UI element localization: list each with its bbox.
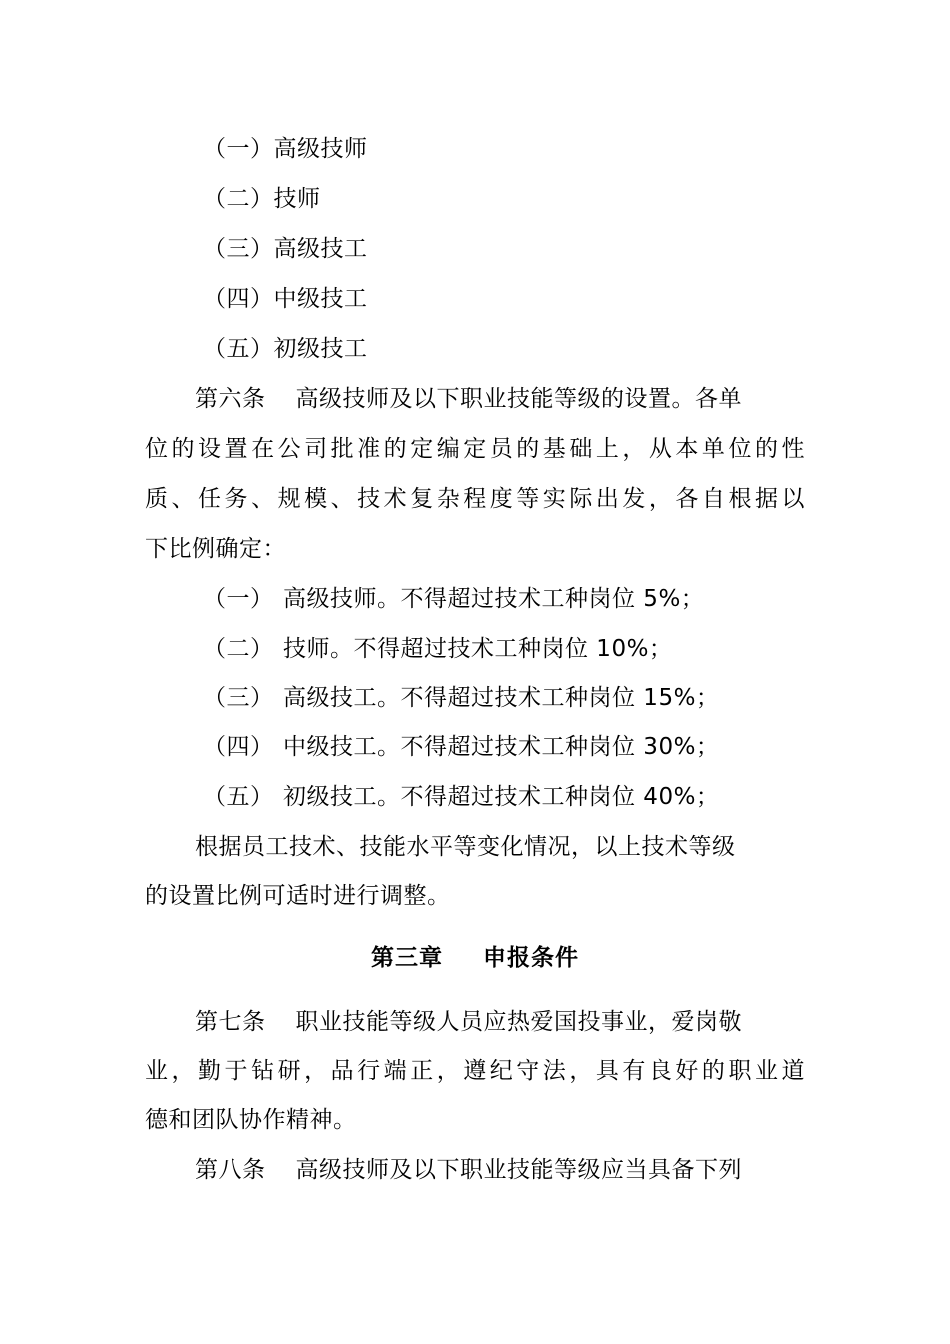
ratio-item-3-text: 高级技工。不得超过技术工种岗位 15%； bbox=[283, 685, 720, 711]
article-7-label: 第七条 bbox=[195, 1009, 266, 1035]
adjust-line-2: 的设置比例可适时进行调整。 bbox=[145, 883, 451, 909]
ratio-item-4 bbox=[203, 732, 719, 762]
ratio-item-1-text: 高级技师。不得超过技术工种岗位 5%； bbox=[283, 586, 705, 612]
ratio-item-3 bbox=[203, 683, 719, 713]
ratio-item-2-text: 技师。不得超过技术工种岗位 10%； bbox=[283, 636, 673, 662]
ratio-item-3-number: （三） bbox=[203, 685, 274, 711]
ratio-item-2-number: （二） bbox=[203, 636, 274, 662]
adjust-line-1: 根据员工技术、技能水平等变化情况，以上技术等级 bbox=[195, 834, 736, 860]
ratio-item-4-number: （四） bbox=[203, 734, 274, 760]
level-item-2: （二）技师 bbox=[203, 186, 321, 212]
article-8-line-1 bbox=[195, 1155, 742, 1185]
level-item-1: （一）高级技师 bbox=[203, 136, 368, 162]
article-8-label: 第八条 bbox=[195, 1157, 266, 1183]
article-7-line-1 bbox=[195, 1007, 742, 1037]
article-7-line-2: 业，勤于钻研，品行端正，遵纪守法，具有良好的职业道 bbox=[145, 1058, 805, 1084]
chapter-3-number: 第三章 bbox=[371, 945, 443, 971]
article-6-line-2: 位的设置在公司批准的定编定员的基础上，从本单位的性 bbox=[145, 436, 805, 462]
article-7-text-1: 职业技能等级人员应热爱国投事业，爱岗敬 bbox=[295, 1009, 742, 1035]
ratio-item-5 bbox=[203, 782, 719, 812]
ratio-item-1 bbox=[203, 584, 704, 614]
ratio-item-5-text: 初级技工。不得超过技术工种岗位 40%； bbox=[283, 784, 720, 810]
level-item-3: （三）高级技工 bbox=[203, 236, 368, 262]
ratio-item-2 bbox=[203, 634, 672, 664]
level-item-5: （五）初级技工 bbox=[203, 336, 368, 362]
level-item-4: （四）中级技工 bbox=[203, 286, 368, 312]
article-6-text-1: 高级技师及以下职业技能等级的设置。各单 bbox=[295, 386, 742, 412]
chapter-3-title: 申报条件 bbox=[483, 945, 579, 971]
article-6-label: 第六条 bbox=[195, 386, 266, 412]
article-6-line-1 bbox=[195, 384, 742, 414]
chapter-3-heading bbox=[0, 943, 950, 973]
article-6-line-4: 下比例确定： bbox=[145, 536, 286, 562]
ratio-item-5-number: （五） bbox=[203, 784, 274, 810]
ratio-item-4-text: 中级技工。不得超过技术工种岗位 30%； bbox=[283, 734, 720, 760]
article-8-text-1: 高级技师及以下职业技能等级应当具备下列 bbox=[295, 1157, 742, 1183]
article-7-line-3: 德和团队协作精神。 bbox=[145, 1107, 357, 1133]
article-6-line-3: 质、任务、规模、技术复杂程度等实际出发，各自根据以 bbox=[145, 486, 805, 512]
ratio-item-1-number: （一） bbox=[203, 586, 274, 612]
